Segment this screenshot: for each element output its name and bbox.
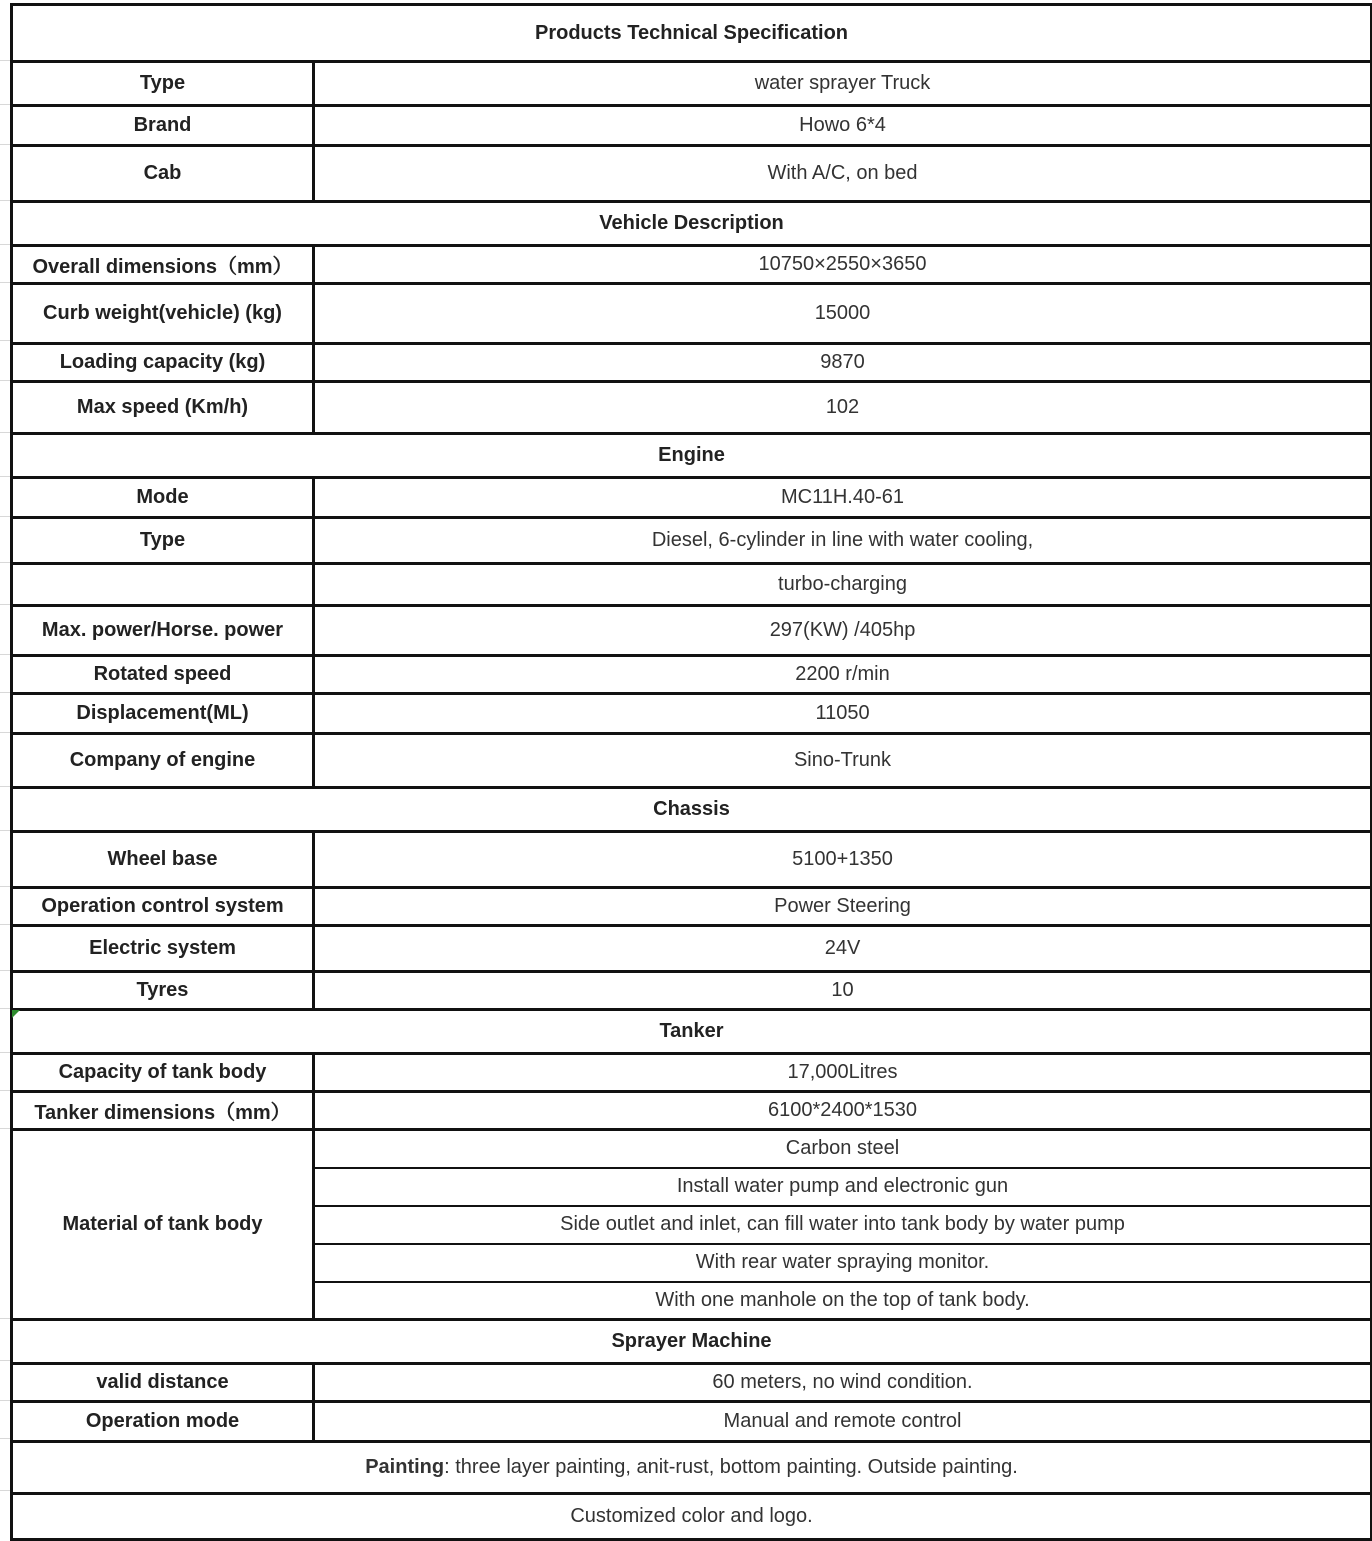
row-label: Type [12, 62, 314, 106]
material-value: With rear water spraying monitor. [314, 1244, 1372, 1282]
row-value: 11050 [314, 694, 1372, 734]
material-value: With one manhole on the top of tank body. [314, 1282, 1372, 1320]
table-row [12, 518, 1372, 564]
row-value: 6100*2400*1530 [314, 1092, 1372, 1130]
table-row [12, 832, 1372, 888]
row-value: 24V [314, 926, 1372, 972]
row-value: 2200 r/min [314, 656, 1372, 694]
row-label: Curb weight(vehicle) (kg) [12, 284, 314, 344]
table-row [12, 344, 1372, 382]
row-value: Manual and remote control [314, 1402, 1372, 1442]
row-value: 15000 [314, 284, 1372, 344]
row-label: Overall dimensions（mm） [12, 246, 314, 284]
row-label [12, 564, 314, 606]
table-row [12, 284, 1372, 344]
section-row [12, 788, 1372, 832]
row-value: 10750×2550×3650 [314, 246, 1372, 284]
row-value: 17,000Litres [314, 1054, 1372, 1092]
row-label: Mode [12, 478, 314, 518]
cell-comment-marker [12, 1010, 20, 1018]
row-label: Displacement(ML) [12, 694, 314, 734]
table-row [12, 106, 1372, 146]
row-value: 9870 [314, 344, 1372, 382]
section-row [12, 1010, 1372, 1054]
row-value: Diesel, 6-cylinder in line with water cooling, [314, 518, 1372, 564]
row-label: valid distance [12, 1364, 314, 1402]
table-title: Products Technical Specification [12, 5, 1372, 62]
row-value: Sino-Trunk [314, 734, 1372, 788]
row-value: 297(KW) /405hp [314, 606, 1372, 656]
row-label: Operation control system [12, 888, 314, 926]
sheet-gridlines [0, 0, 10, 1540]
material-value: Carbon steel [314, 1130, 1372, 1168]
section-row [12, 202, 1372, 246]
painting-label: Painting [365, 1456, 445, 1478]
table-row [12, 382, 1372, 434]
spec-table [10, 3, 1372, 1541]
section-heading-vehicle: Vehicle Description [12, 202, 1372, 246]
table-row [12, 246, 1372, 284]
painting-note [12, 1442, 1372, 1494]
footer-note: Customized color and logo. [12, 1494, 1372, 1540]
material-label: Material of tank body [12, 1130, 314, 1320]
table-row [12, 734, 1372, 788]
section-heading-tanker: Tanker [12, 1010, 1372, 1054]
table-row [12, 972, 1372, 1010]
row-label: Rotated speed [12, 656, 314, 694]
row-value: 60 meters, no wind condition. [314, 1364, 1372, 1402]
row-value: Power Steering [314, 888, 1372, 926]
row-value: With A/C, on bed [314, 146, 1372, 202]
section-heading-sprayer: Sprayer Machine [12, 1320, 1372, 1364]
row-value: 102 [314, 382, 1372, 434]
row-label: Type [12, 518, 314, 564]
row-label: Electric system [12, 926, 314, 972]
row-value: turbo-charging [314, 564, 1372, 606]
section-row [12, 434, 1372, 478]
table-row [12, 478, 1372, 518]
table-row [12, 1130, 1372, 1168]
material-value: Side outlet and inlet, can fill water into tank body by water pump [314, 1206, 1372, 1244]
footer-row [12, 1494, 1372, 1540]
table-row [12, 656, 1372, 694]
table-row [12, 62, 1372, 106]
row-label: Tyres [12, 972, 314, 1010]
title-row [12, 5, 1372, 62]
row-value: Howo 6*4 [314, 106, 1372, 146]
row-label: Wheel base [12, 832, 314, 888]
row-label: Capacity of tank body [12, 1054, 314, 1092]
row-label: Max. power/Horse. power [12, 606, 314, 656]
row-label: Tanker dimensions（mm） [12, 1092, 314, 1130]
section-heading-chassis: Chassis [12, 788, 1372, 832]
table-row [12, 1364, 1372, 1402]
row-label: Operation mode [12, 1402, 314, 1442]
section-row [12, 1320, 1372, 1364]
table-row [12, 694, 1372, 734]
row-label: Loading capacity (kg) [12, 344, 314, 382]
table-row [12, 146, 1372, 202]
table-row [12, 1054, 1372, 1092]
material-value: Install water pump and electronic gun [314, 1168, 1372, 1206]
table-row [12, 926, 1372, 972]
table-row [12, 606, 1372, 656]
row-label: Brand [12, 106, 314, 146]
row-value: 5100+1350 [314, 832, 1372, 888]
table-row [12, 564, 1372, 606]
row-label: Cab [12, 146, 314, 202]
table-row [12, 888, 1372, 926]
table-row [12, 1092, 1372, 1130]
table-row [12, 1402, 1372, 1442]
row-label: Max speed (Km/h) [12, 382, 314, 434]
row-value: water sprayer Truck [314, 62, 1372, 106]
row-value: MC11H.40-61 [314, 478, 1372, 518]
row-label: Company of engine [12, 734, 314, 788]
row-value: 10 [314, 972, 1372, 1010]
section-heading-engine: Engine [12, 434, 1372, 478]
painting-row [12, 1442, 1372, 1494]
painting-text: : three layer painting, anit-rust, bottom painting. Outside painting. [444, 1456, 1018, 1478]
